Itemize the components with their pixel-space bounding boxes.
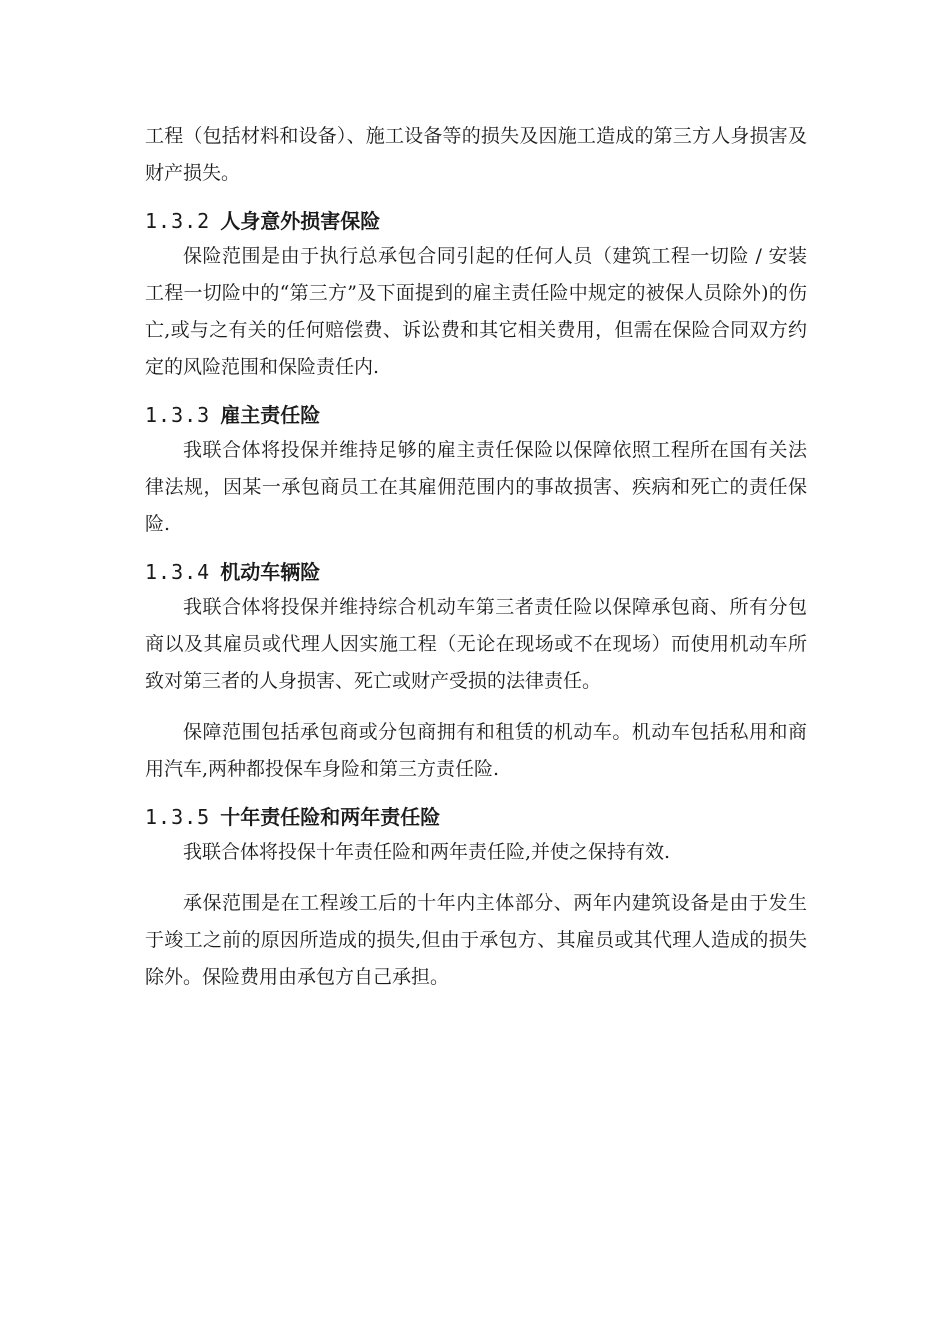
- section-paragraph: 我联合体将投保并维持足够的雇主责任保险以保障依照工程所在国有关法律法规，因某一承包商员工在其雇佣范围内的事故损害、疾病和死亡的责任保险.: [145, 439, 807, 535]
- section-number: 1.3.5: [145, 805, 211, 829]
- section-title: 机动车辆险: [220, 560, 321, 584]
- section-title: 雇主责任险: [220, 403, 321, 427]
- section-paragraph: 保险范围是由于执行总承包合同引起的任何人员（建筑工程一切险 / 安装工程一切险中的“第三方”及下面提到的雇主责任险中规定的被保人员除外)的伤亡,或与之有关的任何赔偿费、诉讼费和其它相关费用，但需在保险合同双方约定的风险范围和保险责任内.: [145, 245, 807, 378]
- section-number: 1.3.3: [145, 403, 211, 427]
- section-paragraph: 承保范围是在工程竣工后的十年内主体部分、两年内建筑设备是由于发生于竣工之前的原因所造成的损失,但由于承包方、其雇员或其代理人造成的损失除外。保险费用由承包方自己承担。: [145, 892, 807, 988]
- section-paragraph: 我联合体将投保并维持综合机动车第三者责任险以保障承包商、所有分包商以及其雇员或代理人因实施工程（无论在现场或不在现场）而使用机动车所致对第三者的人身损害、死亡或财产受损的法律责任。: [145, 596, 807, 692]
- section-paragraph: 我联合体将投保十年责任险和两年责任险,并使之保持有效.: [183, 841, 671, 863]
- section-number: 1.3.4: [145, 560, 211, 584]
- intro-paragraph: 工程（包括材料和设备）、施工设备等的损失及因施工造成的第三方人身损害及财产损失。: [145, 125, 807, 184]
- section-paragraph: 保障范围包括承包商或分包商拥有和租赁的机动车。机动车包括私用和商用汽车,两种都投保车身险和第三方责任险.: [145, 721, 807, 780]
- section-number: 1.3.2: [145, 209, 211, 233]
- section-heading-1-3-5: [145, 802, 807, 832]
- section-title: 十年责任险和两年责任险: [220, 805, 441, 829]
- section-title: 人身意外损害保险: [220, 209, 381, 233]
- section-heading-1-3-4: [145, 557, 807, 587]
- section-heading-1-3-3: [145, 400, 807, 430]
- section-heading-1-3-2: [145, 206, 807, 236]
- document-body: [145, 118, 807, 996]
